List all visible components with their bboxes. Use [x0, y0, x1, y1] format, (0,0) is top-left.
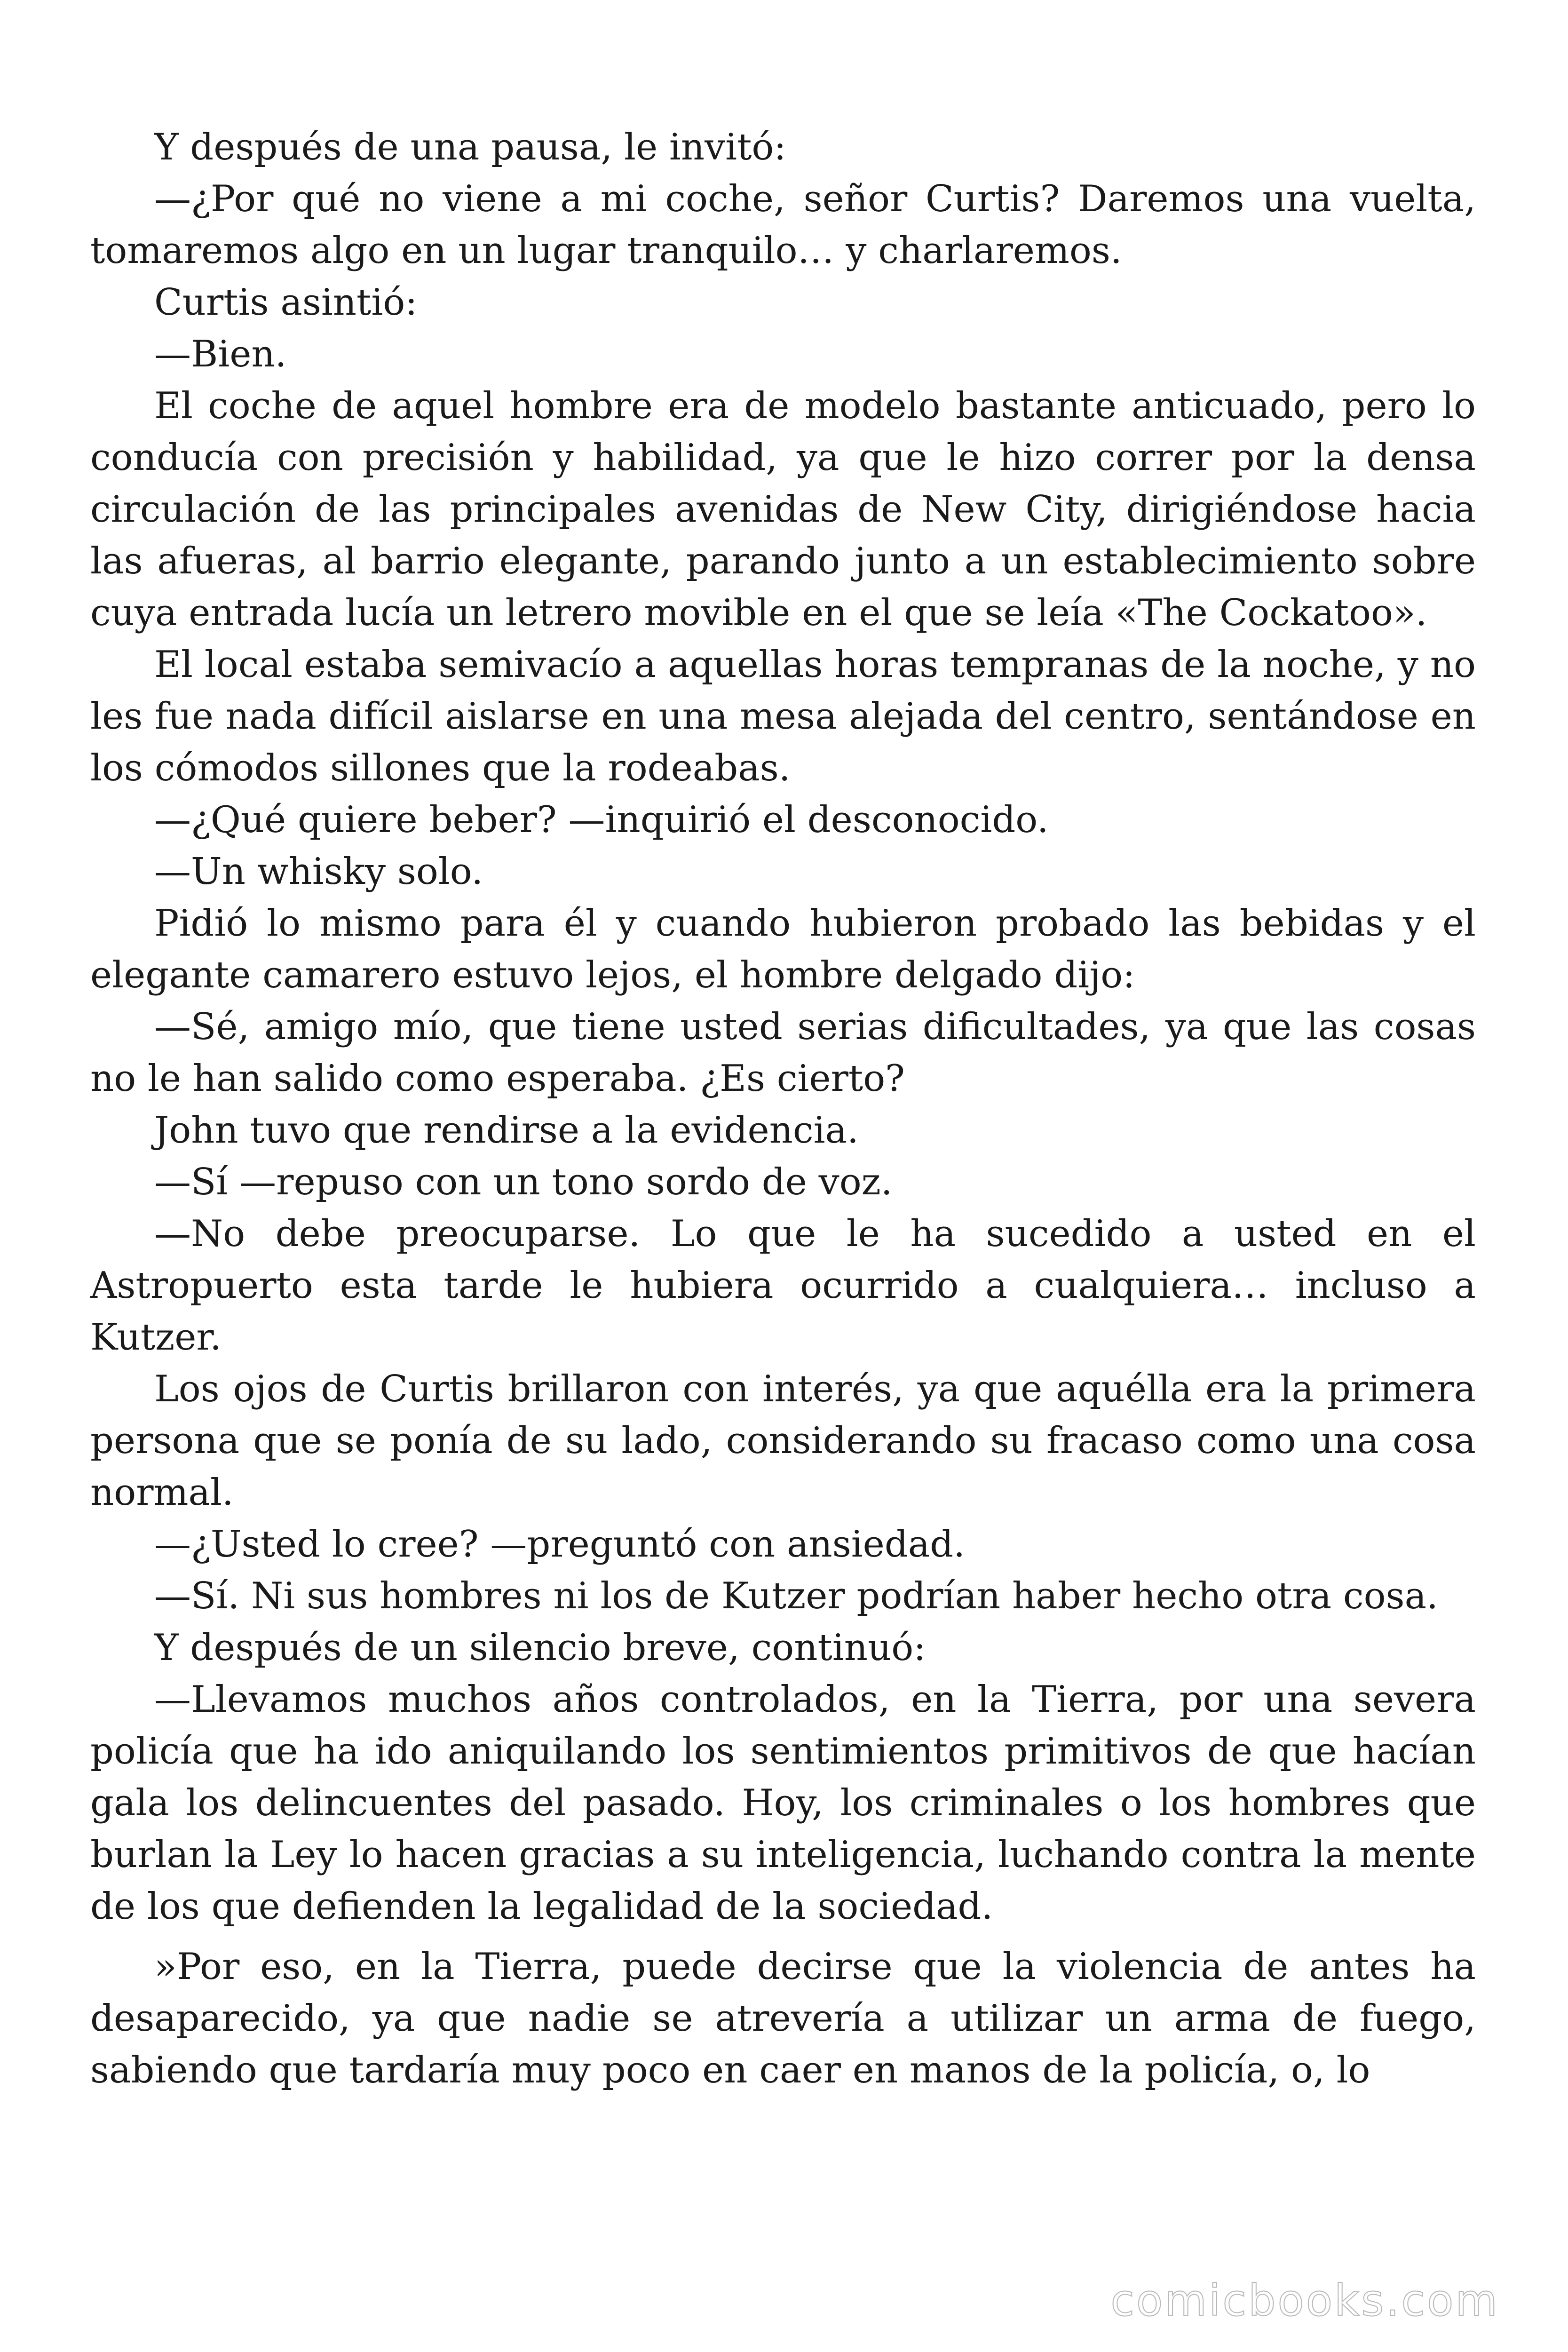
- paragraph: —No debe preocuparse. Lo que le ha sucedido a usted en el Astropuerto esta tarde le hubiera ocurrido a cualquiera… incluso a Kutzer.: [90, 1213, 1476, 1359]
- paragraph: —Sí. Ni sus hombres ni los de Kutzer podrían haber hecho otra cosa.: [154, 1575, 1438, 1617]
- paragraph: »Por eso, en la Tierra, puede decirse que la violencia de antes ha desaparecido, ya que nadie se atrevería a utilizar un arma de fuego, sabiendo que tardaría muy poco en caer en manos de la policía, o, lo: [90, 1946, 1476, 2091]
- paragraph: Y después de una pausa, le invitó:: [154, 126, 786, 168]
- paragraph: —Sé, amigo mío, que tiene usted serias dificultades, ya que las cosas no le han salido como esperaba. ¿Es cierto?: [90, 1006, 1476, 1100]
- paragraph: —Llevamos muchos años controlados, en la Tierra, por una severa policía que ha ido aniquilando los sentimientos primitivos de que hacían gala los delincuentes del pasado. Hoy, los criminales o los hombres que burlan la Ley lo hacen gracias a su inteligencia, luchando contra la mente de los que defienden la legalidad de la sociedad.: [90, 1678, 1476, 1928]
- paragraph: El coche de aquel hombre era de modelo bastante anticuado, pero lo conducía con precisión y habilidad, ya que le hizo correr por la densa circulación de las principales avenidas de New City, dirigiéndose hacia las afueras, al barrio elegante, parando junto a un establecimiento sobre cuya entrada lucía un letrero movible en el que se leía «The Cockatoo».: [90, 385, 1476, 634]
- paragraph: —¿Qué quiere beber? —inquirió el desconocido.: [154, 799, 1049, 841]
- paragraph: —Un whisky solo.: [154, 850, 483, 893]
- paragraph: —Sí —repuso con un tono sordo de voz.: [154, 1161, 893, 1203]
- paragraph: Los ojos de Curtis brillaron con interés, ya que aquélla era la primera persona que se ponía de su lado, considerando su fracaso como una cosa normal.: [90, 1368, 1476, 1514]
- paragraph: Curtis asintió:: [154, 281, 418, 324]
- paragraph: Pidió lo mismo para él y cuando hubieron probado las bebidas y el elegante camarero estuvo lejos, el hombre delgado dijo:: [90, 902, 1476, 996]
- paragraph: El local estaba semivacío a aquellas horas tempranas de la noche, y no les fue nada difícil aislarse en una mesa alejada del centro, sentándose en los cómodos sillones que la rodeabas.: [90, 644, 1476, 789]
- watermark-logo: comicbooks.com: [1110, 2275, 1499, 2326]
- paragraph: —¿Usted lo cree? —preguntó con ansiedad.: [154, 1523, 965, 1565]
- paragraph: —¿Por qué no viene a mi coche, señor Curtis? Daremos una vuelta, tomaremos algo en un lugar tranquilo… y charlaremos.: [90, 178, 1476, 272]
- paragraph: —Bien.: [154, 333, 287, 375]
- paragraph: John tuvo que rendirse a la evidencia.: [154, 1109, 859, 1152]
- paragraph: Y después de un silencio breve, continuó:: [154, 1627, 926, 1669]
- page-body-text: [90, 121, 1476, 2096]
